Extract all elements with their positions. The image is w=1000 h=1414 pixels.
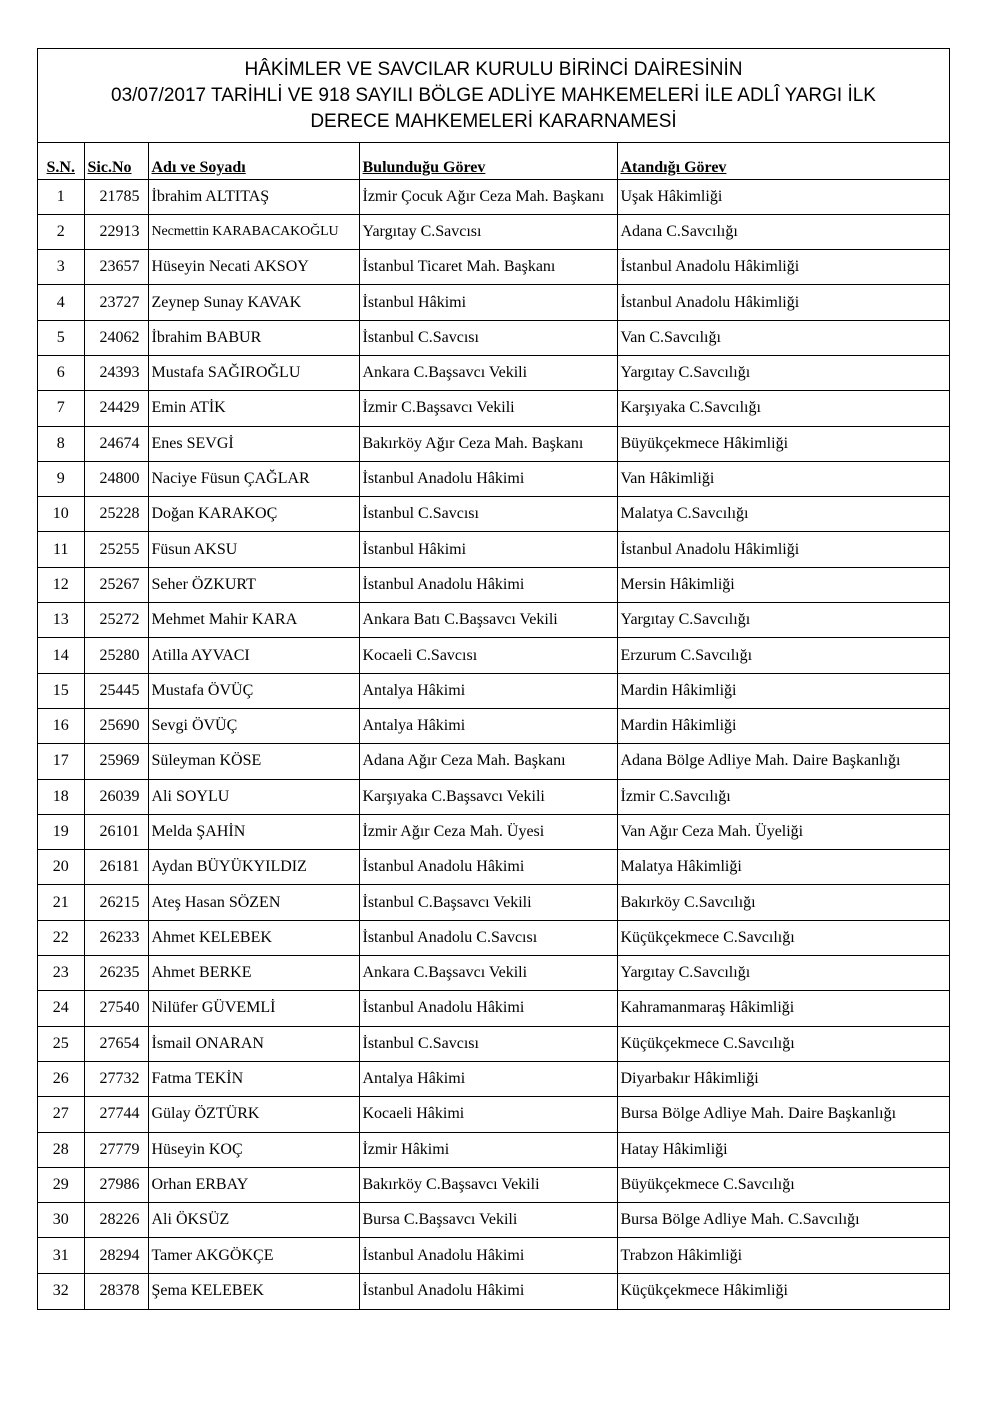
cell-current-post: İstanbul C.Savcısı <box>359 497 617 532</box>
table-row <box>38 426 949 461</box>
cell-sic-no: 24062 <box>84 320 148 355</box>
table-row <box>38 250 949 285</box>
cell-assigned-post: Büyükçekmece C.Savcılığı <box>617 1167 949 1202</box>
cell-sic-no: 22913 <box>84 214 148 249</box>
cell-sic-no: 25280 <box>84 638 148 673</box>
cell-sic-no: 23727 <box>84 285 148 320</box>
cell-name: Ahmet KELEBEK <box>148 920 359 955</box>
cell-sn: 14 <box>38 638 84 673</box>
cell-sn: 21 <box>38 885 84 920</box>
cell-name: Ali SOYLU <box>148 779 359 814</box>
cell-sn: 1 <box>38 179 84 214</box>
cell-current-post: İstanbul Hâkimi <box>359 532 617 567</box>
cell-name: Nilüfer GÜVEMLİ <box>148 991 359 1026</box>
cell-name: İbrahim BABUR <box>148 320 359 355</box>
cell-name: Atilla AYVACI <box>148 638 359 673</box>
table-row <box>38 638 949 673</box>
cell-sic-no: 27732 <box>84 1061 148 1096</box>
cell-assigned-post: Trabzon Hâkimliği <box>617 1238 949 1273</box>
table-row <box>38 885 949 920</box>
cell-sn: 17 <box>38 744 84 779</box>
appointments-table <box>38 143 949 1309</box>
table-row <box>38 1238 949 1273</box>
cell-current-post: İzmir C.Başsavcı Vekili <box>359 391 617 426</box>
cell-current-post: İstanbul Anadolu Hâkimi <box>359 991 617 1026</box>
cell-name: Sevgi ÖVÜÇ <box>148 708 359 743</box>
cell-name: Ateş Hasan SÖZEN <box>148 885 359 920</box>
decree-document <box>37 48 950 1310</box>
cell-assigned-post: Kahramanmaraş Hâkimliği <box>617 991 949 1026</box>
cell-current-post: Karşıyaka C.Başsavcı Vekili <box>359 779 617 814</box>
cell-sn: 31 <box>38 1238 84 1273</box>
cell-assigned-post: Malatya C.Savcılığı <box>617 497 949 532</box>
cell-name: Şema KELEBEK <box>148 1273 359 1308</box>
table-row <box>38 1203 949 1238</box>
cell-current-post: İstanbul Anadolu Hâkimi <box>359 850 617 885</box>
cell-assigned-post: Bursa Bölge Adliye Mah. Daire Başkanlığı <box>617 1097 949 1132</box>
cell-current-post: İstanbul Ticaret Mah. Başkanı <box>359 250 617 285</box>
cell-assigned-post: Erzurum C.Savcılığı <box>617 638 949 673</box>
cell-assigned-post: Van Hâkimliği <box>617 461 949 496</box>
header-current-post: Bulunduğu Görev <box>359 143 617 179</box>
cell-assigned-post: Uşak Hâkimliği <box>617 179 949 214</box>
cell-sn: 9 <box>38 461 84 496</box>
cell-name: Mustafa ÖVÜÇ <box>148 673 359 708</box>
title-line-3: DERECE MAHKEMELERİ KARARNAMESİ <box>310 110 677 132</box>
cell-current-post: Yargıtay C.Savcısı <box>359 214 617 249</box>
cell-assigned-post: Mardin Hâkimliği <box>617 673 949 708</box>
cell-sic-no: 24429 <box>84 391 148 426</box>
cell-assigned-post: Diyarbakır Hâkimliği <box>617 1061 949 1096</box>
cell-current-post: Kocaeli C.Savcısı <box>359 638 617 673</box>
cell-sn: 23 <box>38 956 84 991</box>
cell-name: Mustafa SAĞIROĞLU <box>148 355 359 390</box>
table-row <box>38 1097 949 1132</box>
header-name: Adı ve Soyadı <box>148 143 359 179</box>
cell-sn: 11 <box>38 532 84 567</box>
cell-assigned-post: Küçükçekmece Hâkimliği <box>617 1273 949 1308</box>
table-row <box>38 1026 949 1061</box>
cell-sic-no: 27986 <box>84 1167 148 1202</box>
cell-sn: 30 <box>38 1203 84 1238</box>
cell-sn: 5 <box>38 320 84 355</box>
cell-sn: 3 <box>38 250 84 285</box>
cell-sn: 29 <box>38 1167 84 1202</box>
cell-assigned-post: Malatya Hâkimliği <box>617 850 949 885</box>
cell-sic-no: 24674 <box>84 426 148 461</box>
table-row <box>38 532 949 567</box>
cell-name: Doğan KARAKOÇ <box>148 497 359 532</box>
table-row <box>38 603 949 638</box>
cell-current-post: İstanbul C.Savcısı <box>359 320 617 355</box>
cell-sn: 18 <box>38 779 84 814</box>
cell-sn: 2 <box>38 214 84 249</box>
cell-sn: 15 <box>38 673 84 708</box>
cell-name: Hüseyin KOÇ <box>148 1132 359 1167</box>
cell-current-post: İzmir Çocuk Ağır Ceza Mah. Başkanı <box>359 179 617 214</box>
cell-sic-no: 24800 <box>84 461 148 496</box>
table-row <box>38 1167 949 1202</box>
cell-name: İsmail ONARAN <box>148 1026 359 1061</box>
cell-current-post: İstanbul Anadolu C.Savcısı <box>359 920 617 955</box>
cell-sn: 22 <box>38 920 84 955</box>
cell-sic-no: 25690 <box>84 708 148 743</box>
cell-assigned-post: Mersin Hâkimliği <box>617 567 949 602</box>
cell-name: Ali ÖKSÜZ <box>148 1203 359 1238</box>
cell-sic-no: 25445 <box>84 673 148 708</box>
table-row <box>38 991 949 1026</box>
cell-current-post: İstanbul C.Savcısı <box>359 1026 617 1061</box>
cell-assigned-post: Van Ağır Ceza Mah. Üyeliği <box>617 814 949 849</box>
cell-name: Tamer AKGÖKÇE <box>148 1238 359 1273</box>
cell-current-post: Antalya Hâkimi <box>359 673 617 708</box>
cell-sn: 10 <box>38 497 84 532</box>
cell-sic-no: 25272 <box>84 603 148 638</box>
cell-sic-no: 28294 <box>84 1238 148 1273</box>
cell-assigned-post: Küçükçekmece C.Savcılığı <box>617 1026 949 1061</box>
table-row <box>38 814 949 849</box>
table-row <box>38 567 949 602</box>
cell-sic-no: 27540 <box>84 991 148 1026</box>
cell-sic-no: 25969 <box>84 744 148 779</box>
cell-assigned-post: Bursa Bölge Adliye Mah. C.Savcılığı <box>617 1203 949 1238</box>
cell-name: Süleyman KÖSE <box>148 744 359 779</box>
cell-name: Seher ÖZKURT <box>148 567 359 602</box>
cell-name: Mehmet Mahir KARA <box>148 603 359 638</box>
cell-sic-no: 26215 <box>84 885 148 920</box>
cell-name: Zeynep Sunay KAVAK <box>148 285 359 320</box>
cell-sic-no: 26235 <box>84 956 148 991</box>
cell-current-post: İstanbul Anadolu Hâkimi <box>359 1273 617 1308</box>
cell-name: İbrahim ALTITAŞ <box>148 179 359 214</box>
cell-sic-no: 25267 <box>84 567 148 602</box>
table-row <box>38 920 949 955</box>
table-row <box>38 779 949 814</box>
cell-assigned-post: Küçükçekmece C.Savcılığı <box>617 920 949 955</box>
cell-current-post: Ankara C.Başsavcı Vekili <box>359 355 617 390</box>
cell-sic-no: 21785 <box>84 179 148 214</box>
cell-assigned-post: Yargıtay C.Savcılığı <box>617 603 949 638</box>
cell-current-post: İstanbul Anadolu Hâkimi <box>359 567 617 602</box>
cell-sn: 25 <box>38 1026 84 1061</box>
cell-sic-no: 26039 <box>84 779 148 814</box>
table-row <box>38 1273 949 1308</box>
cell-sn: 26 <box>38 1061 84 1096</box>
cell-assigned-post: İstanbul Anadolu Hâkimliği <box>617 532 949 567</box>
cell-sic-no: 26233 <box>84 920 148 955</box>
cell-current-post: İzmir Hâkimi <box>359 1132 617 1167</box>
table-row <box>38 320 949 355</box>
table-row <box>38 708 949 743</box>
table-row <box>38 497 949 532</box>
table-row <box>38 1132 949 1167</box>
cell-name: Naciye Füsun ÇAĞLAR <box>148 461 359 496</box>
cell-sic-no: 28378 <box>84 1273 148 1308</box>
cell-sic-no: 25228 <box>84 497 148 532</box>
cell-current-post: Bakırköy Ağır Ceza Mah. Başkanı <box>359 426 617 461</box>
table-row <box>38 850 949 885</box>
cell-name: Enes SEVGİ <box>148 426 359 461</box>
cell-current-post: Bursa C.Başsavcı Vekili <box>359 1203 617 1238</box>
table-row <box>38 355 949 390</box>
cell-current-post: İstanbul Hâkimi <box>359 285 617 320</box>
cell-assigned-post: İzmir C.Savcılığı <box>617 779 949 814</box>
cell-current-post: İstanbul Anadolu Hâkimi <box>359 1238 617 1273</box>
document-title <box>38 49 949 143</box>
cell-current-post: İzmir Ağır Ceza Mah. Üyesi <box>359 814 617 849</box>
header-assigned-post: Atandığı Görev <box>617 143 949 179</box>
cell-assigned-post: Mardin Hâkimliği <box>617 708 949 743</box>
cell-current-post: Kocaeli Hâkimi <box>359 1097 617 1132</box>
cell-current-post: Adana Ağır Ceza Mah. Başkanı <box>359 744 617 779</box>
header-sic-no: Sic.No <box>84 143 148 179</box>
cell-name: Ahmet BERKE <box>148 956 359 991</box>
cell-sic-no: 27744 <box>84 1097 148 1132</box>
title-line-1: HÂKİMLER VE SAVCILAR KURULU BİRİNCİ DAİRESİNİN <box>244 58 743 80</box>
cell-name: Füsun AKSU <box>148 532 359 567</box>
cell-sn: 27 <box>38 1097 84 1132</box>
cell-name: Fatma TEKİN <box>148 1061 359 1096</box>
cell-sn: 19 <box>38 814 84 849</box>
cell-assigned-post: Büyükçekmece Hâkimliği <box>617 426 949 461</box>
table-row <box>38 1061 949 1096</box>
table-row <box>38 285 949 320</box>
cell-current-post: Antalya Hâkimi <box>359 1061 617 1096</box>
cell-sic-no: 27654 <box>84 1026 148 1061</box>
cell-current-post: İstanbul C.Başsavcı Vekili <box>359 885 617 920</box>
table-row <box>38 744 949 779</box>
cell-sn: 24 <box>38 991 84 1026</box>
cell-assigned-post: Yargıtay C.Savcılığı <box>617 355 949 390</box>
cell-assigned-post: Adana C.Savcılığı <box>617 214 949 249</box>
cell-current-post: Antalya Hâkimi <box>359 708 617 743</box>
table-header-row <box>38 143 949 179</box>
cell-name: Hüseyin Necati AKSOY <box>148 250 359 285</box>
cell-sn: 7 <box>38 391 84 426</box>
cell-current-post: Bakırköy C.Başsavcı Vekili <box>359 1167 617 1202</box>
table-row <box>38 673 949 708</box>
cell-sic-no: 27779 <box>84 1132 148 1167</box>
title-line-2: 03/07/2017 TARİHLİ VE 918 SAYILI BÖLGE ADLİYE MAHKEMELERİ İLE ADLÎ YARGI İLK <box>111 84 876 106</box>
header-sn: S.N. <box>38 143 84 179</box>
cell-sic-no: 24393 <box>84 355 148 390</box>
cell-name: Gülay ÖZTÜRK <box>148 1097 359 1132</box>
cell-sn: 12 <box>38 567 84 602</box>
cell-name: Emin ATİK <box>148 391 359 426</box>
cell-current-post: İstanbul Anadolu Hâkimi <box>359 461 617 496</box>
cell-assigned-post: Van C.Savcılığı <box>617 320 949 355</box>
cell-assigned-post: Hatay Hâkimliği <box>617 1132 949 1167</box>
cell-name: Aydan BÜYÜKYILDIZ <box>148 850 359 885</box>
cell-sn: 20 <box>38 850 84 885</box>
cell-sic-no: 28226 <box>84 1203 148 1238</box>
cell-current-post: Ankara C.Başsavcı Vekili <box>359 956 617 991</box>
table-row <box>38 956 949 991</box>
table-row <box>38 214 949 249</box>
cell-sic-no: 23657 <box>84 250 148 285</box>
cell-sn: 4 <box>38 285 84 320</box>
table-row <box>38 179 949 214</box>
cell-sn: 28 <box>38 1132 84 1167</box>
cell-sn: 13 <box>38 603 84 638</box>
cell-assigned-post: İstanbul Anadolu Hâkimliği <box>617 250 949 285</box>
cell-name: Necmettin KARABACAKOĞLU <box>148 214 359 249</box>
cell-sn: 32 <box>38 1273 84 1308</box>
cell-assigned-post: Bakırköy C.Savcılığı <box>617 885 949 920</box>
cell-sic-no: 26101 <box>84 814 148 849</box>
cell-sn: 6 <box>38 355 84 390</box>
cell-assigned-post: Yargıtay C.Savcılığı <box>617 956 949 991</box>
cell-sn: 16 <box>38 708 84 743</box>
cell-sn: 8 <box>38 426 84 461</box>
cell-current-post: Ankara Batı C.Başsavcı Vekili <box>359 603 617 638</box>
cell-assigned-post: Karşıyaka C.Savcılığı <box>617 391 949 426</box>
cell-assigned-post: İstanbul Anadolu Hâkimliği <box>617 285 949 320</box>
table-row <box>38 461 949 496</box>
cell-sic-no: 25255 <box>84 532 148 567</box>
cell-sic-no: 26181 <box>84 850 148 885</box>
table-row <box>38 391 949 426</box>
cell-name: Orhan ERBAY <box>148 1167 359 1202</box>
cell-assigned-post: Adana Bölge Adliye Mah. Daire Başkanlığı <box>617 744 949 779</box>
cell-name: Melda ŞAHİN <box>148 814 359 849</box>
